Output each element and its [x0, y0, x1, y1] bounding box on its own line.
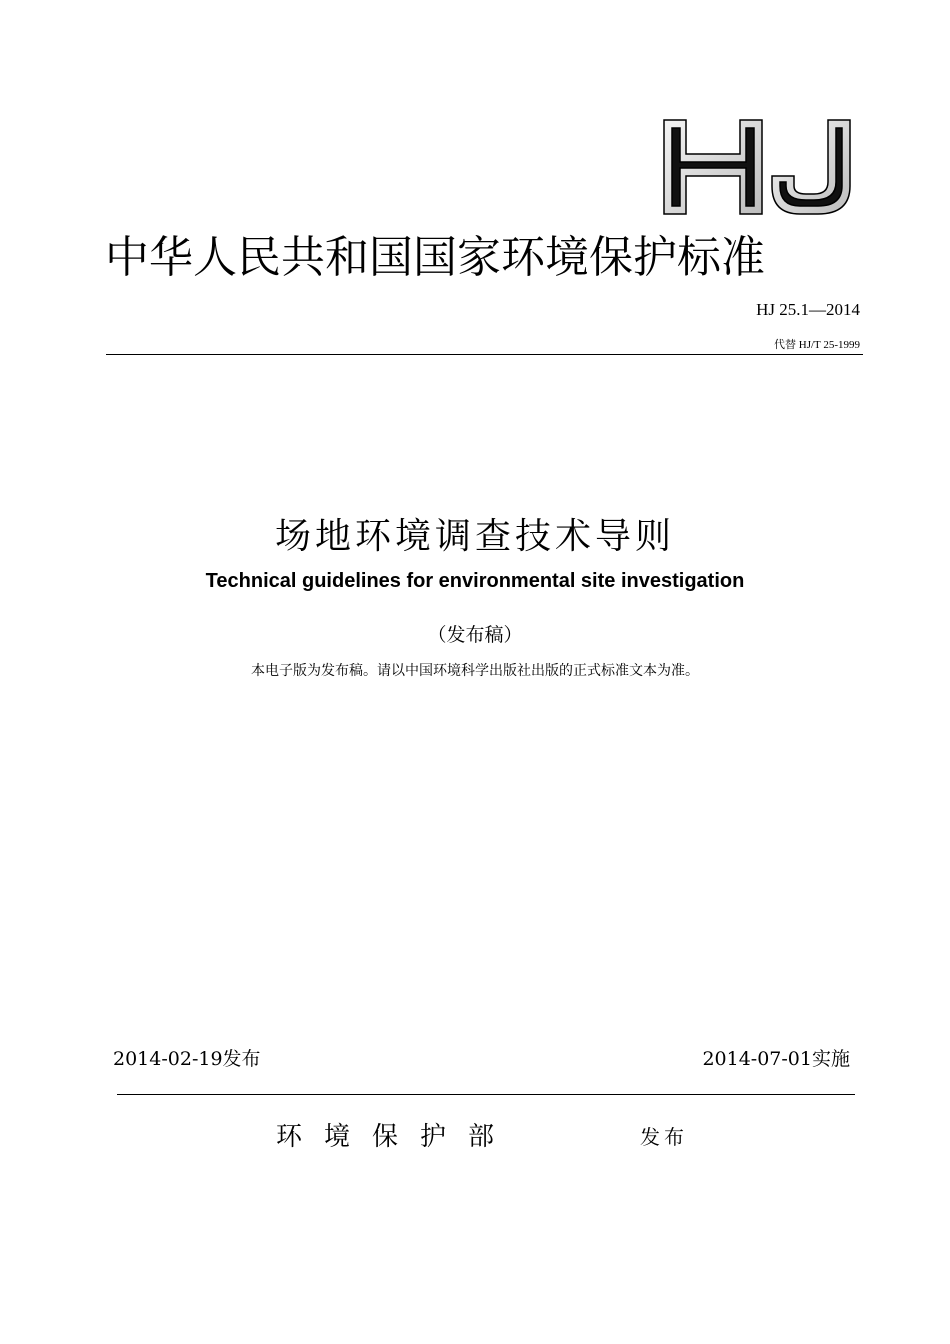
effective-date: 2014-07-01实施	[702, 1048, 850, 1070]
document-title-english: Technical guidelines for environmental site investigation	[205, 570, 745, 592]
letter-j	[772, 120, 850, 214]
standard-number: HJ 25.1—2014	[756, 300, 860, 319]
header-divider	[106, 354, 863, 355]
footer-divider	[117, 1094, 855, 1095]
document-title-chinese: 场地环境调查技术导则	[274, 516, 675, 557]
edition-notice: 本电子版为发布稿。请以中国环境科学出版社出版的正式标准文本为准。	[251, 663, 699, 679]
letter-h	[664, 120, 762, 214]
issuing-authority: 环境保护部	[276, 1122, 517, 1152]
release-date: 2014-02-19发布	[113, 1048, 261, 1070]
issuing-suffix: 发布	[640, 1125, 688, 1149]
standard-category-title: 中华人民共和国国家环境保护标准	[105, 232, 765, 283]
replaces-standard: 代替 HJ/T 25-1999	[774, 339, 860, 351]
draft-label: （发布稿）	[427, 624, 523, 646]
hj-logo	[660, 116, 856, 220]
